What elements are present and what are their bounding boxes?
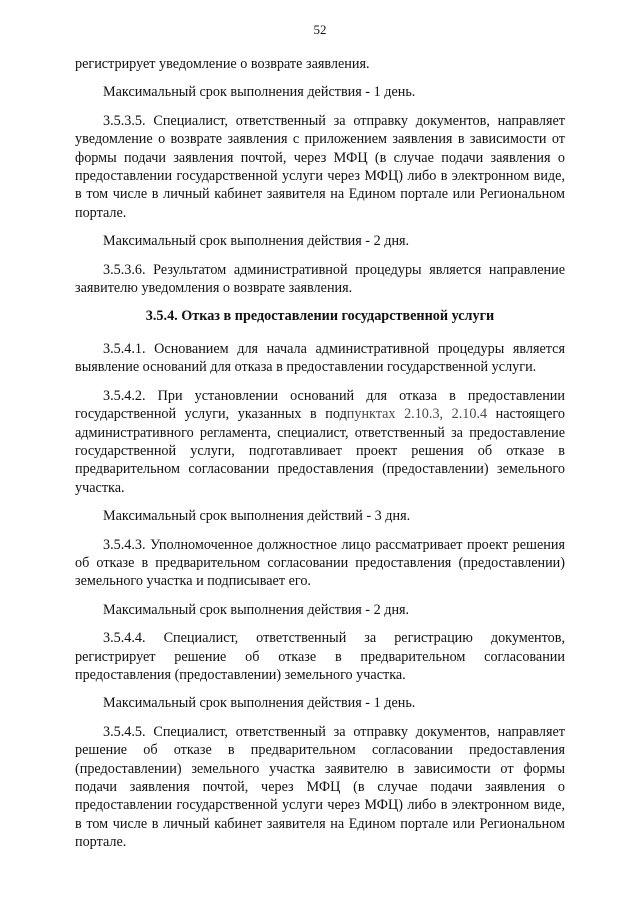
document-body	[75, 55, 565, 862]
section-heading-3-5-4: 3.5.4. Отказ в предоставлении государственной услуги	[145, 308, 495, 325]
paragraph-3-5-3-5: 3.5.3.5. Специалист, ответственный за отправку документов, направляет уведомление о возврате заявления с приложением заявления в зависимости от формы подачи заявления почтой, через МФЦ (в случае подачи заявления о предоставлении государственной услуги через МФЦ) либо в электронном виде, в том числе в личный кабинет заявителя на Едином портале или Региональном портале.	[75, 112, 565, 221]
reference-link[interactable]: пунктах 2.10.3, 2.10.4	[346, 406, 488, 423]
paragraph-deadline-5: Максимальный срок выполнения действия - 1 день.	[103, 695, 416, 712]
paragraph-3-5-4-5: 3.5.4.5. Специалист, ответственный за отправку документов, направляет решение об отказе в предварительном согласовании предоставления (предоставлении) земельного участка заявителю в зависимости от формы подачи заявления почтой, через МФЦ (в случае подачи заявления о предоставлении государственной услуги через МФЦ) либо в электронном виде, в том числе в личный кабинет заявителя на Едином портале или Региональном портале.	[75, 723, 565, 851]
paragraph-3-5-3-6: 3.5.3.6. Результатом административной процедуры является направление заявителю уведомления о возврате заявления.	[75, 261, 565, 297]
paragraph-text-before-link: 3.5.4.2. При установлении оснований для отказа в предоставлении государственной услуги, указанных в под	[75, 387, 565, 423]
paragraph-3-5-4-4: 3.5.4.4. Специалист, ответственный за регистрацию документов, регистрирует решение об отказе в предварительном согласовании предоставления (предоставлении) земельного участка.	[75, 630, 565, 683]
paragraph-continuation: регистрирует уведомление о возврате заявления.	[75, 56, 370, 72]
paragraph-deadline-3: Максимальный срок выполнения действий - 3 дня.	[103, 508, 411, 525]
page-number: 52	[313, 22, 327, 37]
paragraph-3-5-4-3: 3.5.4.3. Уполномоченное должностное лицо рассматривает проект решения об отказе в предварительном согласовании предоставления (предоставлении) земельного участка и подписывает его.	[75, 536, 565, 590]
paragraph-deadline-4: Максимальный срок выполнения действия - 2 дня.	[103, 601, 410, 618]
paragraph-text-after-link: настоящего административного регламента, специалист, ответственный за предоставление государственной услуги, подготавливает проект решения об отказе в предварительном согласовании предоставления (предоставлении) земельного участка.	[75, 406, 565, 496]
paragraph-3-5-4-2	[75, 387, 565, 497]
paragraph-3-5-4-1: 3.5.4.1. Основанием для начала административной процедуры является выявление оснований для отказа в предоставлении государственной услуги.	[75, 340, 565, 376]
paragraph-deadline-2: Максимальный срок выполнения действия - 2 дня.	[103, 233, 410, 250]
paragraph-deadline-1: Максимальный срок выполнения действия - 1 день.	[103, 84, 416, 101]
